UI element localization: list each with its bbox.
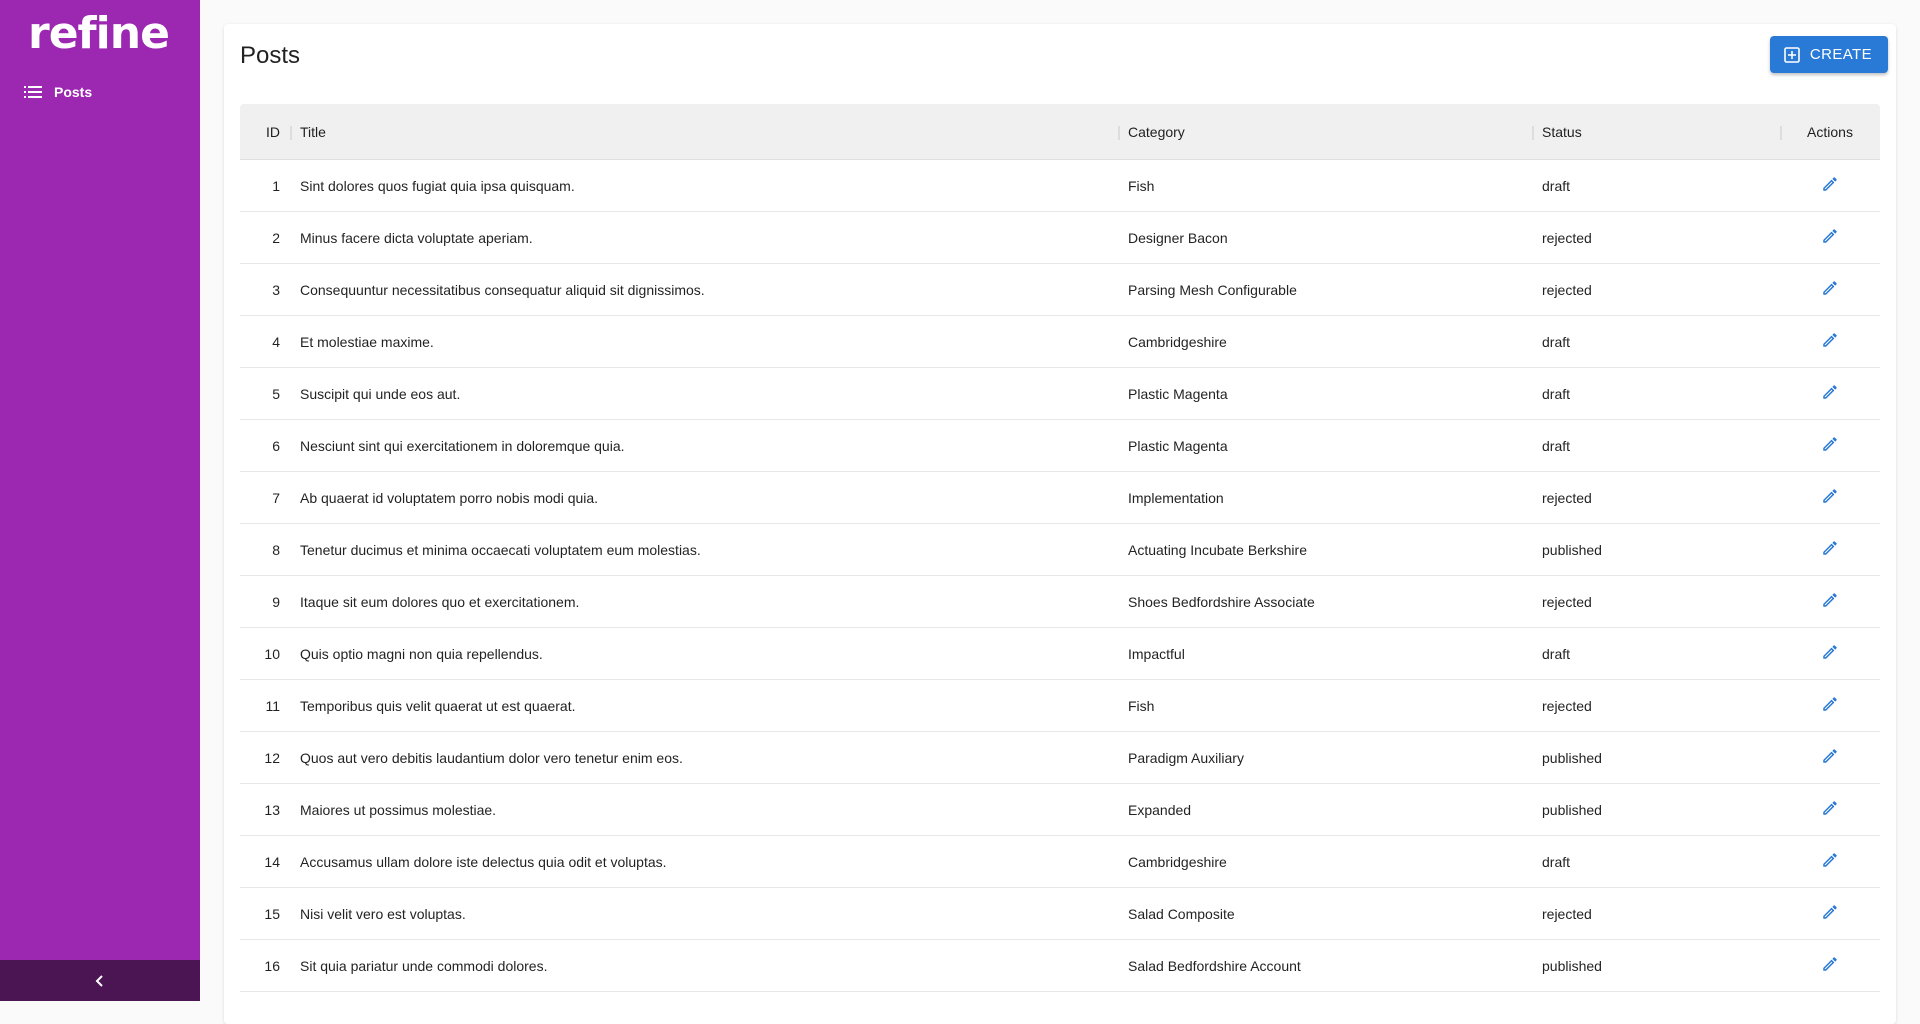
cell-category: Actuating Incubate Berkshire: [1128, 541, 1307, 558]
posts-list-card: [224, 24, 1896, 1024]
edit-button[interactable]: [1821, 591, 1839, 612]
table-row[interactable]: [240, 836, 1880, 888]
cell-title: Suscipit qui unde eos aut.: [300, 385, 461, 402]
cell-actions: [1780, 175, 1880, 196]
cell-id: 14: [264, 853, 280, 870]
pencil-icon: [1821, 903, 1839, 921]
cell-actions: [1780, 695, 1880, 716]
cell-id: 1: [272, 177, 280, 194]
edit-button[interactable]: [1821, 539, 1839, 560]
refine-logo[interactable]: refine: [28, 8, 169, 59]
cell-title: Sit quia pariatur unde commodi dolores.: [300, 957, 548, 974]
cell-status: rejected: [1542, 697, 1592, 714]
column-header-actions: Actions: [1780, 124, 1880, 140]
create-label: CREATE: [1809, 46, 1872, 63]
cell-category: Shoes Bedfordshire Associate: [1128, 593, 1315, 610]
table-row[interactable]: [240, 784, 1880, 836]
pencil-icon: [1821, 851, 1839, 869]
pencil-icon: [1821, 955, 1839, 973]
cell-status: draft: [1542, 645, 1571, 662]
cell-status: rejected: [1542, 281, 1592, 298]
cell-category: Impactful: [1128, 645, 1185, 662]
edit-button[interactable]: [1821, 331, 1839, 352]
cell-category: Cambridgeshire: [1128, 333, 1227, 350]
edit-button[interactable]: [1821, 695, 1839, 716]
cell-title: Quis optio magni non quia repellendus.: [300, 645, 543, 662]
column-header-status[interactable]: Status: [1532, 124, 1780, 140]
column-header-category[interactable]: Category: [1118, 124, 1532, 140]
chevron-left-icon: [95, 974, 105, 988]
table-row[interactable]: [240, 576, 1880, 628]
cell-actions: [1780, 851, 1880, 872]
cell-category: Salad Bedfordshire Account: [1128, 957, 1301, 974]
cell-category: Fish: [1128, 177, 1155, 194]
add-box-icon: [1784, 47, 1800, 63]
list-icon: [24, 85, 42, 99]
cell-title: Maiores ut possimus molestiae.: [300, 801, 497, 818]
cell-actions: [1780, 903, 1880, 924]
cell-id: 16: [264, 957, 280, 974]
cell-actions: [1780, 799, 1880, 820]
pencil-icon: [1821, 487, 1839, 505]
table-row[interactable]: [240, 368, 1880, 420]
table-row[interactable]: [240, 680, 1880, 732]
cell-id: 15: [264, 905, 280, 922]
sidebar-item-posts[interactable]: [24, 84, 92, 100]
sidebar-item-label: Posts: [54, 84, 93, 100]
cell-actions: [1780, 747, 1880, 768]
edit-button[interactable]: [1821, 851, 1839, 872]
cell-category: Cambridgeshire: [1128, 853, 1227, 870]
cell-actions: [1780, 591, 1880, 612]
cell-actions: [1780, 487, 1880, 508]
cell-status: published: [1542, 801, 1602, 818]
table-row[interactable]: [240, 888, 1880, 940]
edit-button[interactable]: [1821, 903, 1839, 924]
pencil-icon: [1821, 539, 1839, 557]
cell-actions: [1780, 539, 1880, 560]
cell-id: 6: [272, 437, 280, 454]
edit-button[interactable]: [1821, 643, 1839, 664]
cell-status: draft: [1542, 385, 1571, 402]
pencil-icon: [1821, 227, 1839, 245]
cell-status: rejected: [1542, 905, 1592, 922]
cell-category: Designer Bacon: [1128, 229, 1228, 246]
cell-id: 11: [265, 697, 280, 714]
table-row[interactable]: [240, 160, 1880, 212]
create-button[interactable]: [1770, 36, 1888, 73]
pencil-icon: [1821, 175, 1839, 193]
cell-status: rejected: [1542, 489, 1592, 506]
cell-id: 10: [264, 645, 280, 662]
pencil-icon: [1821, 591, 1839, 609]
edit-button[interactable]: [1821, 279, 1839, 300]
cell-id: 7: [272, 489, 280, 506]
cell-id: 13: [264, 801, 280, 818]
cell-status: published: [1542, 749, 1602, 766]
table-row[interactable]: [240, 940, 1880, 992]
cell-title: Temporibus quis velit quaerat ut est quaerat.: [300, 697, 576, 714]
cell-status: published: [1542, 541, 1602, 558]
cell-category: Implementation: [1128, 489, 1224, 506]
table-header: [240, 104, 1880, 160]
cell-category: Expanded: [1128, 801, 1192, 818]
cell-title: Quos aut vero debitis laudantium dolor vero tenetur enim eos.: [300, 749, 683, 766]
table-row[interactable]: [240, 264, 1880, 316]
edit-button[interactable]: [1821, 175, 1839, 196]
table-row[interactable]: [240, 316, 1880, 368]
cell-actions: [1780, 279, 1880, 300]
edit-button[interactable]: [1821, 383, 1839, 404]
cell-category: Plastic Magenta: [1128, 437, 1228, 454]
cell-title: Sint dolores quos fugiat quia ipsa quisquam.: [300, 177, 575, 194]
cell-id: 9: [272, 593, 280, 610]
cell-actions: [1780, 643, 1880, 664]
collapse-sidebar-button[interactable]: [0, 960, 200, 1001]
cell-status: rejected: [1542, 229, 1592, 246]
cell-id: 3: [272, 281, 280, 298]
cell-actions: [1780, 435, 1880, 456]
cell-title: Accusamus ullam dolore iste delectus quia odit et voluptas.: [300, 853, 667, 870]
page-title: Posts: [240, 42, 301, 69]
table-row[interactable]: [240, 732, 1880, 784]
column-header-title[interactable]: Title: [290, 124, 1118, 140]
cell-category: Salad Composite: [1128, 905, 1235, 922]
cell-title: Minus facere dicta voluptate aperiam.: [300, 229, 533, 246]
cell-status: draft: [1542, 853, 1571, 870]
edit-button[interactable]: [1821, 487, 1839, 508]
cell-id: 2: [272, 229, 280, 246]
table-row[interactable]: [240, 212, 1880, 264]
cell-actions: [1780, 383, 1880, 404]
edit-button[interactable]: [1821, 955, 1839, 976]
cell-title: Consequuntur necessitatibus consequatur aliquid sit dignissimos.: [300, 281, 705, 298]
edit-button[interactable]: [1821, 227, 1839, 248]
table-row[interactable]: [240, 628, 1880, 680]
cell-category: Fish: [1128, 697, 1155, 714]
pencil-icon: [1821, 279, 1839, 297]
cell-status: draft: [1542, 437, 1571, 454]
pencil-icon: [1821, 643, 1839, 661]
pencil-icon: [1821, 695, 1839, 713]
cell-actions: [1780, 331, 1880, 352]
pencil-icon: [1821, 747, 1839, 765]
sidebar: [0, 0, 200, 1001]
cell-id: 5: [272, 385, 280, 402]
cell-actions: [1780, 227, 1880, 248]
cell-status: published: [1542, 957, 1602, 974]
table-body: [240, 160, 1880, 992]
table-row[interactable]: [240, 420, 1880, 472]
cell-title: Nesciunt sint qui exercitationem in doloremque quia.: [300, 437, 625, 454]
pencil-icon: [1821, 799, 1839, 817]
cell-actions: [1780, 955, 1880, 976]
cell-category: Plastic Magenta: [1128, 385, 1228, 402]
cell-title: Ab quaerat id voluptatem porro nobis modi quia.: [300, 489, 599, 506]
posts-table: [240, 104, 1880, 992]
cell-status: rejected: [1542, 593, 1592, 610]
table-row[interactable]: [240, 472, 1880, 524]
table-row[interactable]: [240, 524, 1880, 576]
cell-id: 12: [264, 749, 280, 766]
cell-id: 8: [272, 541, 280, 558]
column-header-id[interactable]: ID: [266, 123, 280, 140]
cell-id: 4: [272, 333, 280, 350]
cell-category: Parsing Mesh Configurable: [1128, 281, 1297, 298]
pencil-icon: [1821, 383, 1839, 401]
pencil-icon: [1821, 331, 1839, 349]
cell-category: Paradigm Auxiliary: [1128, 749, 1244, 766]
cell-status: draft: [1542, 333, 1571, 350]
cell-title: Nisi velit vero est voluptas.: [300, 905, 466, 922]
edit-button[interactable]: [1821, 799, 1839, 820]
edit-button[interactable]: [1821, 435, 1839, 456]
pencil-icon: [1821, 435, 1839, 453]
cell-title: Tenetur ducimus et minima occaecati voluptatem eum molestias.: [300, 541, 701, 558]
edit-button[interactable]: [1821, 747, 1839, 768]
cell-title: Et molestiae maxime.: [300, 333, 434, 350]
cell-status: draft: [1542, 177, 1571, 194]
cell-title: Itaque sit eum dolores quo et exercitationem.: [300, 593, 580, 610]
